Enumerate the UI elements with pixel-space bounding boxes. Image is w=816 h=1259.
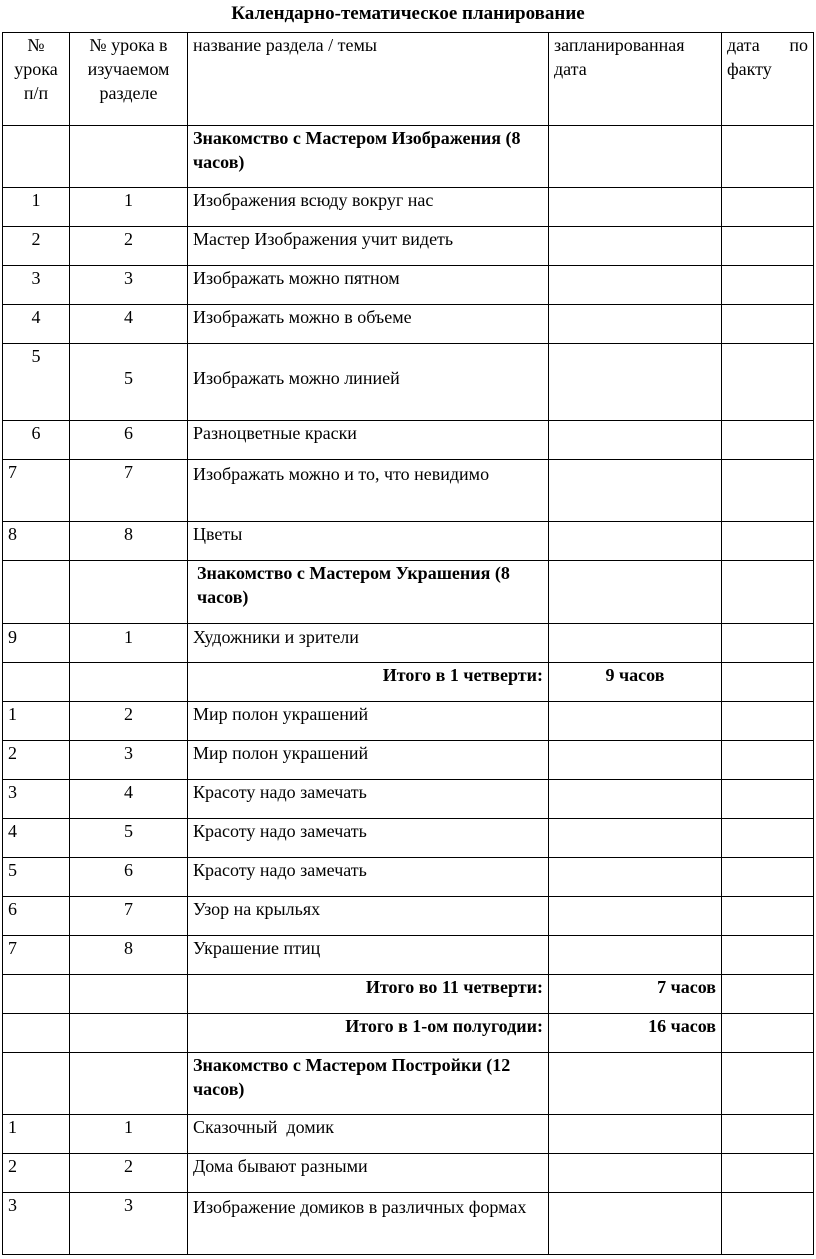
table-row <box>3 266 814 305</box>
lesson-topic: Красоту надо замечать <box>188 780 549 819</box>
lesson-topic: Изображать можно и то, что невидимо <box>188 460 549 522</box>
subtotal-label: Итого в 1 четверти: <box>188 663 549 702</box>
table-row <box>3 702 814 741</box>
subtotal-value: 7 часов <box>549 975 722 1014</box>
lesson-topic: Изображать можно в объеме <box>188 305 549 344</box>
lesson-sub-num: 8 <box>70 936 188 975</box>
planning-table <box>2 32 814 1255</box>
lesson-sub-num: 3 <box>70 741 188 780</box>
lesson-num: 6 <box>3 897 70 936</box>
lesson-topic: Цветы <box>188 522 549 561</box>
subtotal-row <box>3 975 814 1014</box>
header-num: № урока п/п <box>3 33 70 126</box>
lesson-topic: Украшение птиц <box>188 936 549 975</box>
lesson-topic: Художники и зрители <box>188 624 549 663</box>
lesson-topic: Мир полон украшений <box>188 741 549 780</box>
table-row <box>3 1193 814 1255</box>
lesson-num: 1 <box>3 1115 70 1154</box>
header-num-in-section: № урока в изучаемом разделе <box>70 33 188 126</box>
lesson-num: 2 <box>3 227 70 266</box>
table-row <box>3 421 814 460</box>
lesson-sub-num: 1 <box>70 624 188 663</box>
table-row <box>3 344 814 421</box>
subtotal-label: Итого в 1-ом полугодии: <box>188 1014 549 1053</box>
table-row <box>3 460 814 522</box>
lesson-sub-num: 2 <box>70 1154 188 1193</box>
section-row <box>3 1053 814 1115</box>
lesson-num: 1 <box>3 188 70 227</box>
table-row <box>3 858 814 897</box>
section-title: Знакомство с Мастером Постройки (12 часов) <box>188 1053 549 1115</box>
lesson-topic: Дома бывают разными <box>188 1154 549 1193</box>
section-title: Знакомство с Мастером Украшения (8 часов) <box>188 561 549 624</box>
lesson-topic: Изображения всюду вокруг нас <box>188 188 549 227</box>
table-row <box>3 936 814 975</box>
lesson-topic: Изображать можно линией <box>188 344 549 421</box>
lesson-sub-num: 2 <box>70 702 188 741</box>
lesson-topic: Красоту надо замечать <box>188 819 549 858</box>
header-planned-date: запланированная дата <box>549 33 722 126</box>
lesson-sub-num: 1 <box>70 1115 188 1154</box>
lesson-num: 8 <box>3 522 70 561</box>
lesson-num: 3 <box>3 266 70 305</box>
lesson-num: 7 <box>3 460 70 522</box>
lesson-sub-num: 1 <box>70 188 188 227</box>
table-row <box>3 1115 814 1154</box>
table-row <box>3 522 814 561</box>
header-row <box>3 33 814 126</box>
lesson-sub-num: 7 <box>70 460 188 522</box>
lesson-topic: Изображение домиков в различных формах <box>188 1193 549 1255</box>
lesson-sub-num: 3 <box>70 1193 188 1255</box>
section-title: Знакомство с Мастером Изображения (8 часов) <box>188 126 549 188</box>
table-row <box>3 741 814 780</box>
lesson-num: 3 <box>3 780 70 819</box>
lesson-num: 2 <box>3 741 70 780</box>
lesson-num: 4 <box>3 305 70 344</box>
lesson-topic: Мир полон украшений <box>188 702 549 741</box>
lesson-num: 4 <box>3 819 70 858</box>
lesson-sub-num: 5 <box>70 344 188 421</box>
table-row <box>3 624 814 663</box>
lesson-num: 5 <box>3 858 70 897</box>
table-row <box>3 1154 814 1193</box>
lesson-num: 6 <box>3 421 70 460</box>
lesson-topic: Мастер Изображения учит видеть <box>188 227 549 266</box>
table-row <box>3 188 814 227</box>
subtotal-row <box>3 663 814 702</box>
lesson-num: 1 <box>3 702 70 741</box>
lesson-topic: Сказочный домик <box>188 1115 549 1154</box>
table-row <box>3 305 814 344</box>
lesson-sub-num: 3 <box>70 266 188 305</box>
subtotal-value: 9 часов <box>549 663 722 702</box>
lesson-sub-num: 2 <box>70 227 188 266</box>
section-row <box>3 126 814 188</box>
lesson-sub-num: 4 <box>70 305 188 344</box>
section-row <box>3 561 814 624</box>
page-title: Календарно-тематическое планирование <box>231 3 585 24</box>
lesson-sub-num: 7 <box>70 897 188 936</box>
table-row <box>3 227 814 266</box>
lesson-topic: Изображать можно пятном <box>188 266 549 305</box>
table-row <box>3 897 814 936</box>
lesson-topic: Разноцветные краски <box>188 421 549 460</box>
lesson-topic: Узор на крыльях <box>188 897 549 936</box>
lesson-sub-num: 5 <box>70 819 188 858</box>
lesson-num: 2 <box>3 1154 70 1193</box>
lesson-num: 7 <box>3 936 70 975</box>
table-row <box>3 780 814 819</box>
lesson-num: 9 <box>3 624 70 663</box>
lesson-num: 5 <box>3 344 70 421</box>
lesson-num: 3 <box>3 1193 70 1255</box>
subtotal-label: Итого во 11 четверти: <box>188 975 549 1014</box>
subtotal-row <box>3 1014 814 1053</box>
header-fact-date: дата по факту <box>722 33 814 126</box>
lesson-sub-num: 6 <box>70 858 188 897</box>
lesson-sub-num: 8 <box>70 522 188 561</box>
table-row <box>3 819 814 858</box>
header-topic: название раздела / темы <box>188 33 549 126</box>
lesson-sub-num: 6 <box>70 421 188 460</box>
lesson-sub-num: 4 <box>70 780 188 819</box>
subtotal-value: 16 часов <box>549 1014 722 1053</box>
lesson-topic: Красоту надо замечать <box>188 858 549 897</box>
